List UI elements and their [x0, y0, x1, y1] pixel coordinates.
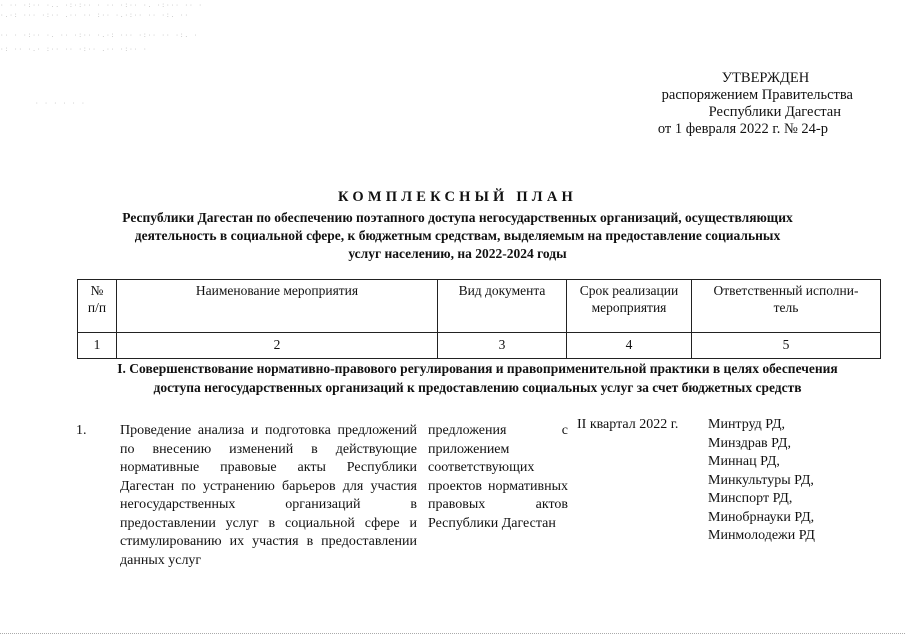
column-number: 5 [692, 333, 881, 359]
header-doc: Вид документа [438, 280, 567, 333]
column-number: 4 [567, 333, 692, 359]
approval-line: Республики Дагестан [708, 104, 841, 120]
header-num-symbol: № [90, 283, 104, 298]
header-resp-line: тель [773, 300, 799, 315]
approval-stamp [623, 70, 853, 138]
header-responsible [692, 280, 881, 333]
responsible-item: Минспорт РД, [708, 491, 793, 506]
column-number: 3 [438, 333, 567, 359]
scan-artifact: ·· · ·:·· ·. ·· ·:·· ·.·: ··· ·:·· ·· ·:. · [0, 32, 199, 39]
document-title [70, 188, 845, 263]
header-num-label: п/п [87, 300, 107, 315]
header-name: Наименование мероприятия [117, 280, 438, 333]
responsible-item: Миннац РД, [708, 454, 780, 469]
header-term-line: мероприятия [591, 300, 667, 315]
title-line: Республики Дагестан по обеспечению поэтапного доступа негосударственных организаций, осуществляющих [122, 210, 793, 225]
row-responsible [708, 416, 815, 546]
approval-line: УТВЕРЖДЕН [721, 70, 810, 86]
row-activity: Проведение анализа и подготовка предложений по внесению изменений в действующие нормативные правовые акты Республики Дагестан по устранению барьеров для участия негосударственных организаций в предоставлении услуг в социальной сфере и стимулированию их участия в предоставлении данных услуг [120, 423, 417, 568]
plan-table-header [77, 279, 881, 359]
scan-edge-line [0, 633, 905, 634]
header-term-line: Срок реализации [579, 283, 679, 298]
row-term: II квартал 2022 г. [577, 417, 679, 432]
title-line: деятельность в социальной сфере, к бюджетным средствам, выделяемым на предоставление социальных [134, 228, 781, 243]
header-num [78, 280, 117, 333]
title-line: услуг населению, на 2022-2024 годы [348, 246, 567, 261]
column-number: 1 [78, 333, 117, 359]
responsible-item: Минобрнауки РД, [708, 509, 815, 525]
header-resp-line: Ответственный исполни- [713, 283, 859, 298]
header-term [567, 280, 692, 333]
row-document-type: предложения с приложением соответствующих проектов нормативных правовых актов Республики Дагестан [428, 423, 568, 531]
scan-artifact: · ·· ·:·· ·.. ·:·:·· · ·· ·:·· ·. ·:··· ·· · [0, 2, 203, 9]
responsible-item: Минкультуры РД, [708, 472, 814, 488]
section-line: I. Совершенствование нормативно-правового регулирования и правоприменительной практики в целях обеспечения [117, 361, 838, 376]
column-number: 2 [117, 333, 438, 359]
responsible-item: Минздрав РД, [708, 435, 791, 451]
approval-line: распоряжением Правительства [661, 87, 853, 103]
responsible-item: Минмолодежи РД [708, 528, 815, 543]
approval-line: от 1 февраля 2022 г. № 24-р [657, 121, 828, 137]
section-line: доступа негосударственных организаций к предоставлению социальных услуг за счет бюджетных средств [153, 380, 802, 395]
title-heading: КОМПЛЕКСНЫЙ ПЛАН [338, 189, 577, 205]
section-heading [60, 359, 895, 397]
scan-artifact: ·.·: ··· ·:·· .·· ·· :·· ·.·:·· ·· ·:. ·· [0, 12, 190, 19]
responsible-item: Минтруд РД, [708, 417, 786, 432]
row-number: 1. [76, 423, 87, 438]
scan-artifact: · · · · · · [35, 100, 86, 107]
scan-artifact: ·: ·· ·.· :·· ·· ·:·· .·· ·:·· · [0, 46, 148, 53]
